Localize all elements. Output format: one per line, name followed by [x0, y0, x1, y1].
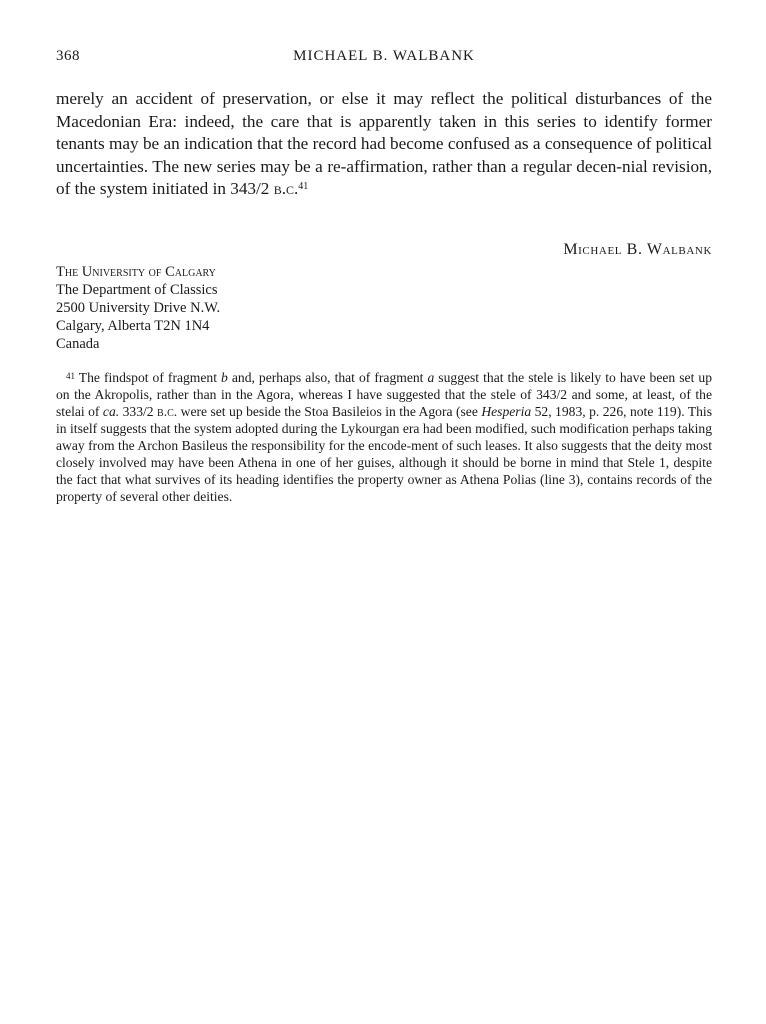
department-name: The Department of Classics — [56, 281, 218, 298]
footnote-41 — [56, 369, 712, 505]
university-name: The University of Calgary — [56, 263, 216, 280]
journal-title: Hesperia — [481, 403, 532, 419]
footnote-text-5: were set up beside the Stoa Basileios in the Agora (see — [177, 403, 482, 419]
footnote-number: 41 — [66, 370, 75, 381]
body-text: merely an accident of preservation, or else it may reflect the political disturbances of the Macedonian Era: indeed, the care that is apparently taken in this series to identify former tenants may be an indication that the record had become confused as a consequence of political uncertainties. The new series may be a re-affirmation, rather than a regular decen-nial revision, of the system initiated in 343/2 — [56, 89, 712, 198]
circa-abbreviation: ca. — [102, 403, 120, 419]
fragment-b-label: b — [221, 369, 228, 385]
body-paragraph — [56, 88, 712, 201]
running-head — [56, 48, 712, 72]
fragment-a-label: a — [427, 369, 435, 385]
footnote-reference[interactable]: 41 — [298, 181, 309, 192]
footnote-text-6: 52, 1983, p. 226, note 119). This in itself suggests that the system adopted during the Lykourgan era had been modified, such modification perhaps taking away from the Archon Basileus the responsibility for the encode-ment of such leases. It also suggests that the deity most closely involved may have been Athena in one of her guises, although it should be borne in mind that Stele 1, despite the fact that what survives of its heading identifies the property owner as Athena Polias (line 3), contains records of the property of several other deities. — [56, 403, 713, 504]
footnote-text-1: The findspot of fragment — [75, 369, 222, 385]
footnote-text-2: and, perhaps also, that of fragment — [227, 369, 428, 385]
city-postal: Calgary, Alberta T2N 1N4 — [56, 317, 210, 334]
footnote-era-abbreviation: b.c. — [157, 403, 178, 419]
footnote-text-4: 333/2 — [119, 403, 158, 419]
street-address: 2500 University Drive N.W. — [56, 299, 221, 316]
running-title: MICHAEL B. WALBANK — [293, 48, 475, 64]
page — [56, 48, 712, 518]
country: Canada — [56, 335, 100, 352]
footnote-text-3: suggest that the stele is likely to have been set up on the Akropolis, rather than in the Agora, whereas I have suggested that the stele of 343/2 and some, at least, of the stelai of — [56, 369, 712, 419]
author-affiliation — [56, 263, 712, 353]
author-signature: Michael B. Walbank — [563, 240, 712, 258]
page-number: 368 — [56, 48, 80, 64]
era-abbreviation: b.c. — [273, 179, 299, 198]
